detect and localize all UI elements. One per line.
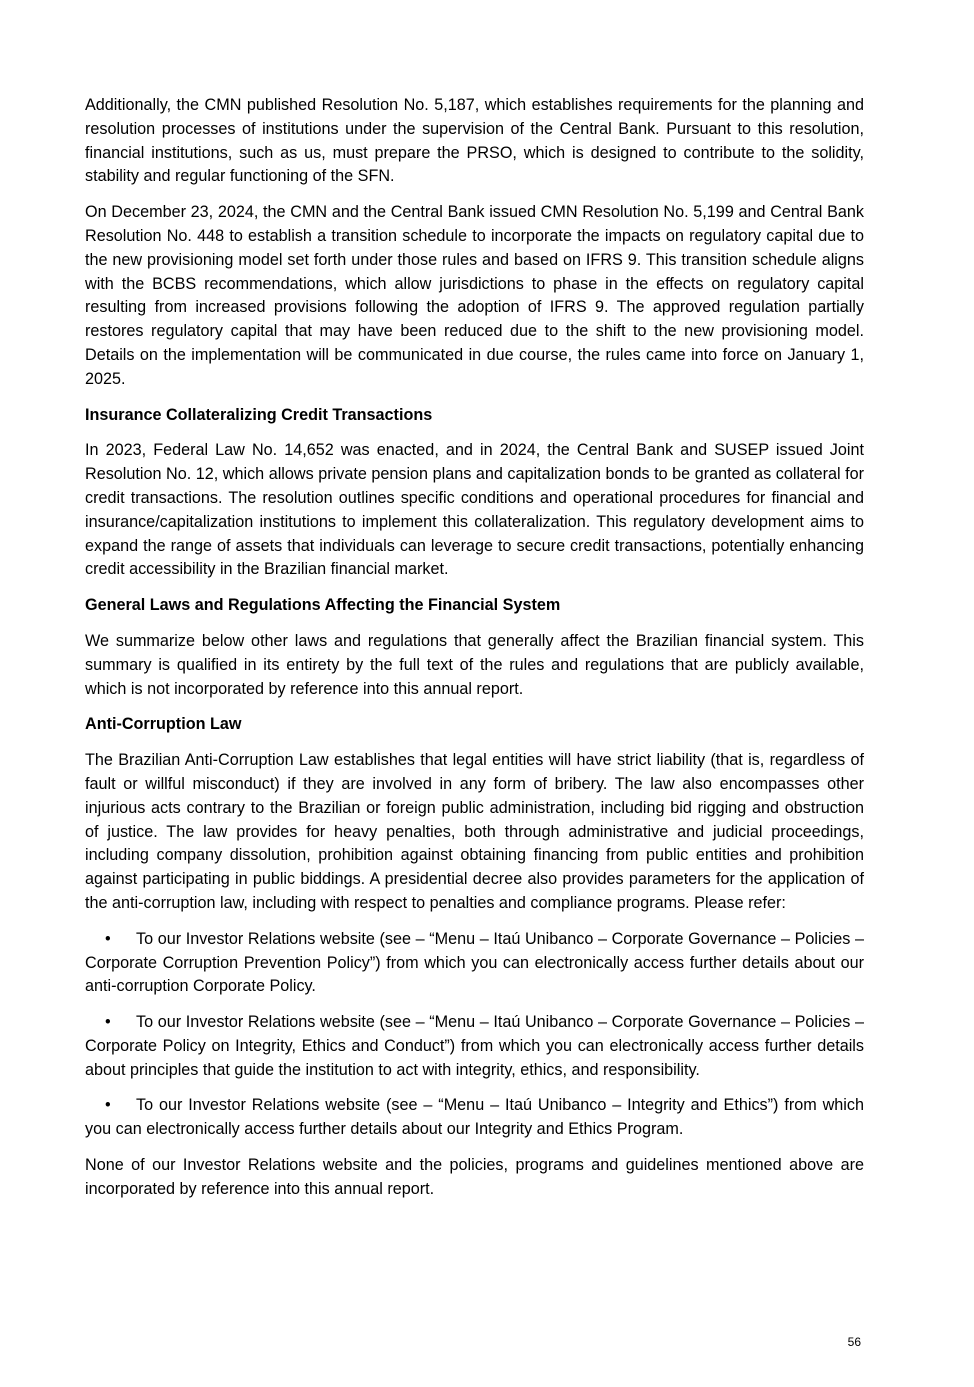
paragraph-not-incorporated: None of our Investor Relations website and the policies, programs and guidelines mentioned above are incorporated by reference into this annual report.	[85, 1156, 864, 1198]
paragraph-resolution-5187: Additionally, the CMN published Resolution No. 5,187, which establishes requirements for the planning and resolution processes of institutions under the supervision of the Central Bank. Pursuant to this resolution, financial institutions, such as us, must prepare the PRSO, which is designed to contribute to the solidity, stability and regular functioning of the SFN.	[85, 96, 864, 186]
paragraph-resolution-5199: On December 23, 2024, the CMN and the Central Bank issued CMN Resolution No. 5,199 and Central Bank Resolution No. 448 to establish a transition schedule to incorporate the impacts on regulatory capital due to the new provisioning model set forth under those rules and based on IFRS 9. This transition schedule aligns with the BCBS recommendations, which allow jurisdictions to phase in the effects on regulatory capital resulting from increased provisions following the adoption of IFRS 9. The approved regulation partially restores regulatory capital that may have been reduced due to the shift to the new provisioning model. Details on the implementation will be communicated in due course, the rules came into force on January 1, 2025.	[85, 203, 864, 388]
heading-anti-corruption-law: Anti-Corruption Law	[85, 715, 242, 734]
bullet-symbol: •	[105, 1096, 111, 1115]
bullet-item-integrity-ethics-conduct-policy	[85, 1011, 864, 1082]
heading-insurance-collateralizing: Insurance Collateralizing Credit Transactions	[85, 405, 433, 424]
bullet-item-corruption-prevention-policy	[85, 928, 864, 999]
paragraph-federal-law-14652: In 2023, Federal Law No. 14,652 was enacted, and in 2024, the Central Bank and SUSEP issued Joint Resolution No. 12, which allows private pension plans and capitalization bonds to be granted as collateral for credit transactions. The resolution outlines specific conditions and operational procedures for financial and insurance/capitalization institutions to implement this collateralization. This regulatory development aims to expand the range of assets that individuals can leverage to secure credit transactions, potentially enhancing credit accessibility in the Brazilian financial market.	[85, 441, 864, 579]
bullet-symbol: •	[105, 929, 111, 948]
bullet-text: To our Investor Relations website (see – “Menu – Itaú Unibanco – Corporate Governance – Policies – Corporate Policy on Integrity, Ethics and Conduct”) from which you can electronically access further details about principles that guide the institution to act with integrity, ethics, and responsibility.	[85, 1013, 864, 1079]
bullet-symbol: •	[105, 1013, 111, 1032]
bullet-text: To our Investor Relations website (see – “Menu – Itaú Unibanco – Corporate Governance – Policies – Corporate Corruption Prevention Policy”) from which you can electronically access further details about our anti-corruption Corporate Policy.	[85, 929, 864, 996]
paragraph-anti-corruption-law: The Brazilian Anti-Corruption Law establishes that legal entities will have strict liability (that is, regardless of fault or willful misconduct) if they are involved in any form of bribery. The law also encompasses other injurious acts contrary to the Brazilian or foreign public administration, including bid rigging and obstruction of justice. The law provides for heavy penalties, both through administrative and judicial proceedings, including company dissolution, prohibition against obtaining financing from public entities and prohibition against participating in public biddings. A presidential decree also provides parameters for the application of the anti-corruption law, including with respect to penalties and compliance programs. Please refer:	[85, 751, 864, 912]
bullet-text: To our Investor Relations website (see – “Menu – Itaú Unibanco – Integrity and Ethics”) from which you can electronically access further details about our Integrity and Ethics Program.	[85, 1096, 864, 1139]
bullet-item-integrity-ethics-program	[85, 1094, 864, 1142]
document-page	[85, 94, 864, 1214]
page-number: 56	[847, 1335, 861, 1349]
heading-general-laws: General Laws and Regulations Affecting the Financial System	[85, 596, 561, 615]
paragraph-general-laws-summary: We summarize below other laws and regulations that generally affect the Brazilian financial system. This summary is qualified in its entirety by the full text of the rules and regulations that are publicly available, which is not incorporated by reference into this annual report.	[85, 631, 864, 698]
